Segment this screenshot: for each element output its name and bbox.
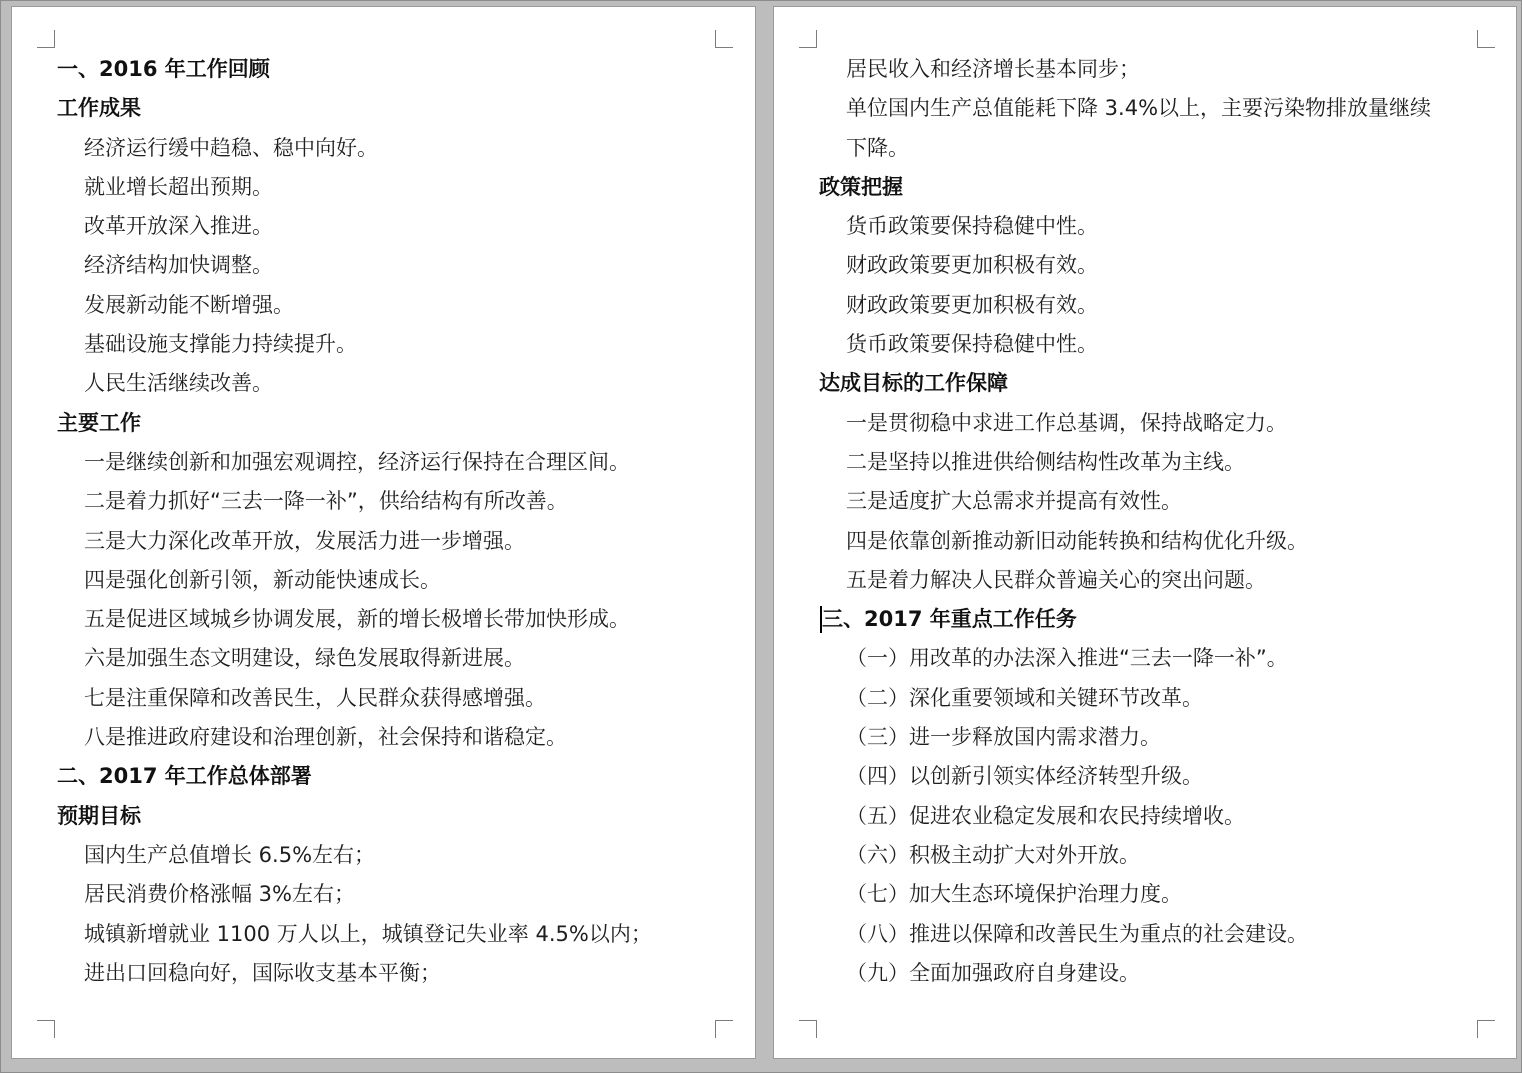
list-item[interactable]: 二是着力抓好“三去一降一补”，供给结构有所改善。 [84, 489, 568, 514]
section-heading[interactable]: 二、2017 年工作总体部署 [57, 764, 312, 789]
list-item[interactable]: 四是依靠创新推动新旧动能转换和结构优化升级。 [846, 528, 1308, 553]
subsection-title[interactable]: 工作成果 [57, 96, 141, 121]
list-item[interactable]: 改革开放深入推进。 [84, 214, 273, 239]
list-item[interactable]: （五）促进农业稳定发展和农民持续增收。 [846, 803, 1245, 828]
list-item[interactable]: 货币政策要保持稳健中性。 [846, 332, 1098, 357]
list-item[interactable]: （六）积极主动扩大对外开放。 [846, 842, 1140, 867]
list-item[interactable]: 就业增长超出预期。 [84, 174, 273, 199]
list-item[interactable]: 一是贯彻稳中求进工作总基调，保持战略定力。 [846, 410, 1287, 435]
list-item[interactable]: 单位国内生产总值能耗下降 3.4%以上，主要污染物排放量继续 [846, 96, 1432, 121]
list-item[interactable]: 基础设施支撑能力持续提升。 [84, 332, 357, 357]
page-corner-mark-top-left [799, 30, 817, 48]
page-corner-mark-bottom-left [799, 1020, 817, 1038]
list-item[interactable]: （三）进一步释放国内需求潜力。 [846, 725, 1161, 750]
list-item[interactable]: 一是继续创新和加强宏观调控，经济运行保持在合理区间。 [84, 449, 630, 474]
list-item[interactable]: 八是推进政府建设和治理创新，社会保持和谐稳定。 [84, 725, 567, 750]
list-item[interactable]: 国内生产总值增长 6.5%左右； [84, 842, 376, 867]
list-item[interactable]: 居民消费价格涨幅 3%左右； [84, 882, 355, 907]
list-item[interactable]: （一）用改革的办法深入推进“三去一降一补”。 [846, 646, 1288, 671]
list-item[interactable]: 七是注重保障和改善民生，人民群众获得感增强。 [84, 685, 546, 710]
text-cursor [820, 606, 822, 633]
list-item[interactable]: 经济运行缓中趋稳、稳中向好。 [84, 135, 378, 160]
list-item[interactable]: 发展新动能不断增强。 [84, 292, 294, 317]
list-item[interactable]: 三是适度扩大总需求并提高有效性。 [846, 489, 1182, 514]
list-item[interactable]: 居民收入和经济增长基本同步； [846, 57, 1140, 81]
page-text-body[interactable] [774, 50, 1516, 993]
subsection-title[interactable]: 达成目标的工作保障 [819, 371, 1008, 396]
page-text-body[interactable] [12, 50, 755, 993]
list-item[interactable]: 城镇新增就业 1100 万人以上，城镇登记失业率 4.5%以内； [84, 921, 652, 946]
section-heading[interactable]: 一、2016 年工作回顾 [57, 57, 270, 81]
page-corner-mark-bottom-right [715, 1020, 733, 1038]
list-item[interactable]: 经济结构加快调整。 [84, 253, 273, 278]
list-item[interactable]: 货币政策要保持稳健中性。 [846, 214, 1098, 239]
list-item-continuation[interactable]: 下降。 [846, 135, 909, 160]
subsection-title[interactable]: 政策把握 [819, 174, 903, 199]
list-item[interactable]: 五是促进区域城乡协调发展，新的增长极增长带加快形成。 [84, 607, 630, 632]
page-corner-mark-top-right [715, 30, 733, 48]
list-item[interactable]: （七）加大生态环境保护治理力度。 [846, 882, 1182, 907]
page-corner-mark-top-right [1477, 30, 1495, 48]
list-item[interactable]: 五是着力解决人民群众普遍关心的突出问题。 [846, 567, 1266, 592]
document-page-right[interactable] [773, 6, 1517, 1059]
list-item[interactable]: 进出口回稳向好，国际收支基本平衡； [84, 960, 441, 985]
list-item[interactable]: （四）以创新引领实体经济转型升级。 [846, 764, 1203, 789]
list-item[interactable]: 六是加强生态文明建设，绿色发展取得新进展。 [84, 646, 525, 671]
list-item[interactable]: （八）推进以保障和改善民生为重点的社会建设。 [846, 921, 1308, 946]
list-item[interactable]: 三是大力深化改革开放，发展活力进一步增强。 [84, 528, 525, 553]
section-heading[interactable]: 三、2017 年重点工作任务 [822, 607, 1077, 632]
list-item[interactable]: （九）全面加强政府自身建设。 [846, 960, 1140, 985]
list-item[interactable]: 财政政策要更加积极有效。 [846, 253, 1098, 278]
page-corner-mark-top-left [37, 30, 55, 48]
list-item[interactable]: 人民生活继续改善。 [84, 371, 273, 396]
section-heading-with-cursor[interactable] [774, 600, 1516, 639]
list-item[interactable]: 财政政策要更加积极有效。 [846, 292, 1098, 317]
page-corner-mark-bottom-left [37, 1020, 55, 1038]
subsection-title[interactable]: 主要工作 [57, 410, 141, 435]
list-item[interactable]: （二）深化重要领域和关键环节改革。 [846, 685, 1203, 710]
list-item[interactable]: 二是坚持以推进供给侧结构性改革为主线。 [846, 449, 1245, 474]
document-page-left[interactable] [11, 6, 756, 1059]
list-item[interactable]: 四是强化创新引领，新动能快速成长。 [84, 567, 441, 592]
page-corner-mark-bottom-right [1477, 1020, 1495, 1038]
subsection-title[interactable]: 预期目标 [57, 803, 141, 828]
